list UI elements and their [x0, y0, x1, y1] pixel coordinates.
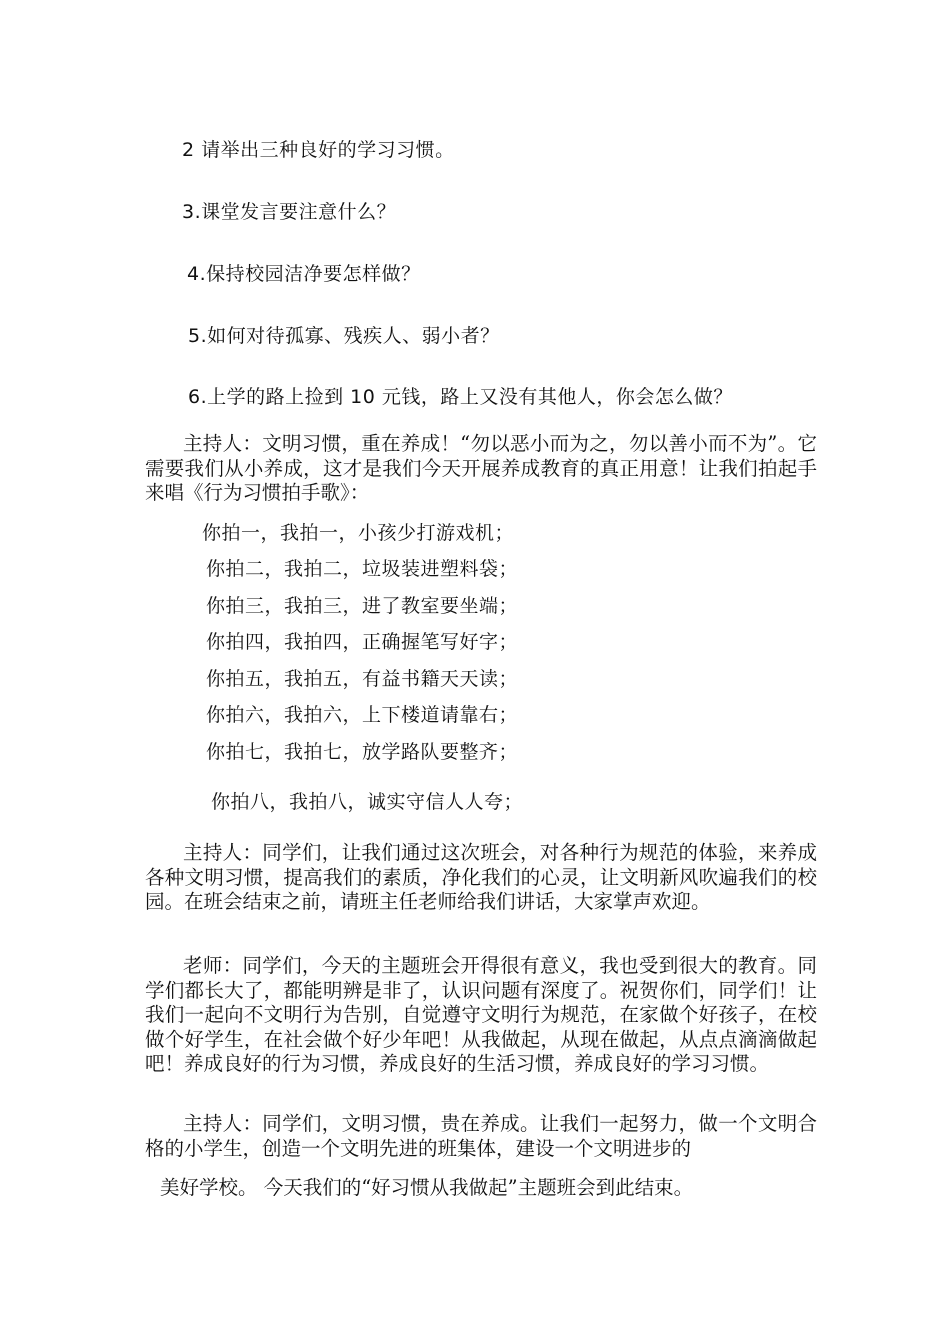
teacher-speech-paragraph: 老师：同学们，今天的主题班会开得很有意义，我也受到很大的教育。同学们都长大了，都能明辨是非了，认识问题有深度了。祝贺你们，同学们！让我们一起向不文明行为告别，自觉遵守文明行为规范，在家做个好孩子，在校做个好学生，在社会做个好少年吧！从我做起，从现在做起，从点点滴滴做起吧！养成良好的行为习惯，养成良好的生活习惯，养成良好的学习习惯。: [145, 954, 817, 1075]
song-line-1: 你拍一，我拍一，小孩少打游戏机；: [202, 522, 515, 544]
host-final-paragraph: 主持人：同学们，文明习惯，贵在养成。让我们一起努力，做一个文明合格的小学生，创造一个文明先进的班集体，建设一个文明进步的: [145, 1112, 817, 1160]
question-4: 4.保持校园洁净要怎样做？: [187, 263, 421, 285]
song-line-2: 你拍二，我拍二，垃圾装进塑料袋；: [206, 558, 519, 580]
song-line-8: 你拍八，我拍八，诚实守信人人夸；: [211, 791, 524, 813]
song-line-3: 你拍三，我拍三，进了教室要坐端；: [206, 595, 519, 617]
song-line-5: 你拍五，我拍五，有益书籍天天读；: [206, 668, 519, 690]
host-closing-paragraph: 主持人：同学们，让我们通过这次班会，对各种行为规范的体验，来养成各种文明习惯，提高我们的素质，净化我们的心灵，让文明新风吹遍我们的校园。在班会结束之前，请班主任老师给我们讲话，大家掌声欢迎。: [145, 841, 817, 913]
closing-line: 美好学校。 今天我们的“好习惯从我做起”主题班会到此结束。: [160, 1176, 694, 1199]
question-6: 6.上学的路上捡到 10 元钱，路上又没有其他人，你会怎么做？: [188, 386, 733, 408]
song-line-4: 你拍四，我拍四，正确握笔写好字；: [206, 631, 519, 653]
question-5: 5.如何对待孤寡、残疾人、弱小者？: [188, 325, 500, 347]
question-2: 2 请举出三种良好的学习习惯。: [182, 139, 455, 161]
song-line-7: 你拍七，我拍七，放学路队要整齐；: [206, 741, 519, 763]
question-3: 3.课堂发言要注意什么？: [182, 201, 397, 223]
host-intro-paragraph: 主持人：文明习惯，重在养成！“勿以恶小而为之，勿以善小而不为”。它需要我们从小养成，这才是我们今天开展养成教育的真正用意！让我们拍起手来唱《行为习惯拍手歌》：: [145, 432, 817, 504]
song-line-6: 你拍六，我拍六，上下楼道请靠右；: [206, 704, 519, 726]
